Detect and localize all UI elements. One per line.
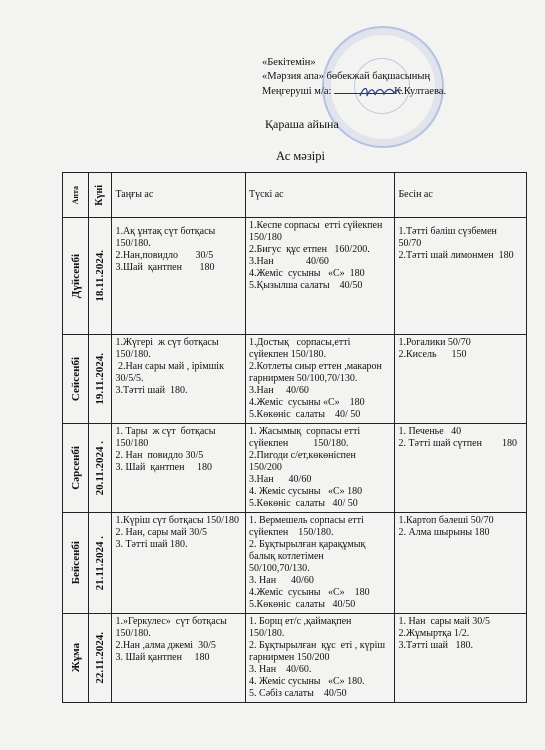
menu-item: 3.Нан 40/60 — [249, 385, 309, 396]
menu-item: 3. Шай қантпен 180 — [115, 462, 212, 473]
menu-item: 4.Жеміс сусыны «С» 180 — [249, 397, 365, 408]
menu-item: 1.Кеспе сорпасы етті сүйекпен 150/180 — [249, 220, 385, 243]
day-cell: Бейсенбі — [63, 513, 89, 614]
menu-item: 2.Жұмыртқа 1/2. — [398, 628, 470, 639]
date-cell: 22.11.2024. — [89, 614, 112, 703]
menu-item: 5.Көкөніс салаты 40/ 50 — [249, 498, 358, 509]
day-cell: Жұма — [63, 614, 89, 703]
table-row — [63, 424, 527, 513]
date-cell: 21.11.2024 . — [89, 513, 112, 614]
menu-item: 3. Тәтті шай 180. — [115, 539, 188, 550]
menu-item: 3.Нан 40/60 — [249, 474, 312, 485]
snack-cell — [395, 513, 527, 614]
table-row — [63, 513, 527, 614]
menu-item: 1.Күріш сүт ботқасы 150/180 — [115, 515, 239, 526]
menu-item: 5.Қызылша салаты 40/50 — [249, 280, 363, 291]
menu-item: 3. Нан 40/60 — [249, 575, 314, 586]
menu-item: 5.Көкөніс салаты 40/ 50 — [249, 409, 361, 420]
header-snack: Бесін ас — [395, 173, 527, 218]
menu-item: 1. Жасымық сорпасы етті сүйекпен 150/180. — [249, 426, 363, 449]
menu-item: 2.Тәтті шай лимонмен 180 — [398, 250, 514, 261]
menu-item: 2. Тәтті шай сүтпен 180 — [398, 438, 517, 449]
menu-item: 3. Шай қантпен 180 — [115, 652, 210, 663]
menu-item: 3.Шай қантпен 180 — [115, 262, 215, 273]
header-lunch: Түскі ас — [246, 173, 395, 218]
breakfast-cell — [112, 218, 246, 335]
approved-label: «Бекітемін» — [262, 57, 316, 68]
snack-cell — [395, 424, 527, 513]
menu-item: 3.Тәтті шай 180. — [398, 640, 473, 651]
menu-item: 3. Нан 40/60. — [249, 664, 312, 675]
menu-item: 1.Жүгері ж сүт ботқасы 150/180. — [115, 337, 222, 360]
signature-mark — [358, 84, 404, 100]
menu-item: 2. Нан повидло 30/5 — [115, 450, 204, 461]
day-cell: Дүйсенбі — [63, 218, 89, 335]
table-row — [63, 614, 527, 703]
date-cell: 19.11.2024. — [89, 335, 112, 424]
menu-item: 5.Көкөніс салаты 40/50 — [249, 599, 356, 610]
menu-item: 3.Тәтті шай 180. — [115, 385, 188, 396]
institution-line: «Мәрзия апа» бөбекжай бақшасының — [262, 71, 431, 82]
menu-item: 2.Котлеты сиыр еттен ,макарон гарнирмен 50/100,70/130. — [249, 361, 385, 384]
menu-item: 1.Ақ ұнтақ сүт ботқасы 150/180. — [115, 226, 218, 249]
menu-item: 4. Жеміс сусыны «С» 180. — [249, 676, 365, 687]
lunch-cell — [246, 218, 395, 335]
menu-table — [62, 172, 527, 703]
menu-item: 1. Вермешель сорпасы етті сүйекпен 150/180. — [249, 515, 367, 538]
menu-item: 2. Алма шырыны 180 — [398, 527, 490, 538]
snack-cell — [395, 614, 527, 703]
approval-block — [262, 56, 446, 99]
menu-item: 1.Картоп бәлеші 50/70 — [398, 515, 494, 526]
menu-item: 2.Нан ,алма джемі 30/5 — [115, 640, 216, 651]
menu-item: 1. Нан сары май 30/5 — [398, 616, 490, 627]
menu-item: 2.Пигоди с/ет,көкөніспен 150/200 — [249, 450, 361, 473]
lunch-cell — [246, 424, 395, 513]
menu-item: 1.Рогалики 50/70 — [398, 337, 471, 348]
table-row — [63, 218, 527, 335]
snack-cell — [395, 218, 527, 335]
menu-title: Ас мәзірі — [276, 149, 325, 163]
menu-item: 2. Нан, сары май 30/5 — [115, 527, 207, 538]
snack-cell — [395, 335, 527, 424]
menu-item: 1. Борщ ет/с ,қаймақпен 150/180. — [249, 616, 357, 639]
menu-item: 2. Бұқтырылған құс еті , күріш гарнирмен 150/200 — [249, 640, 388, 663]
menu-item: 1. Печенье 40 — [398, 426, 462, 437]
menu-item: 2.Нан сары май , ірімшік 30/5/5. — [115, 361, 227, 384]
menu-item: 1.Тәтті бәліш сүзбемен 50/70 — [398, 226, 505, 249]
menu-item: 4.Жеміс сусыны «С» 180 — [249, 268, 365, 279]
menu-item: 5. Сәбіз салаты 40/50 — [249, 688, 347, 699]
table-row — [63, 335, 527, 424]
menu-item: 4. Жеміс сусыны «С» 180 — [249, 486, 363, 497]
header-breakfast: Таңғы ас — [112, 173, 246, 218]
day-cell: Сәрсенбі — [63, 424, 89, 513]
head-name: К.Култаева. — [394, 86, 447, 97]
menu-item: 4.Жеміс сусыны «С» 180 — [249, 587, 370, 598]
lunch-cell — [246, 513, 395, 614]
month-label: Қараша айына — [265, 117, 339, 131]
menu-item: 1.Достық сорпасы,етті сүйекпен 150/180. — [249, 337, 356, 360]
menu-item: 1. Тары ж сүт ботқасы 150/180 — [115, 426, 218, 449]
menu-item: 2.Кисель 150 — [398, 349, 467, 360]
head-line — [262, 84, 446, 99]
breakfast-cell — [112, 614, 246, 703]
menu-item: 2.Бигус құс етпен 160/200. — [249, 244, 370, 255]
breakfast-cell — [112, 513, 246, 614]
lunch-cell — [246, 335, 395, 424]
breakfast-cell — [112, 424, 246, 513]
date-cell: 18.11.2024. — [89, 218, 112, 335]
lunch-cell — [246, 614, 395, 703]
menu-item: 1.»Геркулес» сүт ботқасы 150/180. — [115, 616, 230, 639]
header-date: Күні — [89, 173, 112, 218]
menu-item: 2. Бұқтырылған қарақұмық балық котлетімен 50/100,70/130. — [249, 539, 371, 574]
header-week: Апта — [63, 173, 89, 218]
menu-item: 2.Нан,повидло 30/5 — [115, 250, 214, 261]
day-cell: Сейсенбі — [63, 335, 89, 424]
date-cell: 20.11.2024 . — [89, 424, 112, 513]
head-prefix: Меңгеруші м/а: — [262, 86, 335, 97]
table-header-row — [63, 173, 527, 218]
breakfast-cell — [112, 335, 246, 424]
menu-item: 3.Нан 40/60 — [249, 256, 329, 267]
